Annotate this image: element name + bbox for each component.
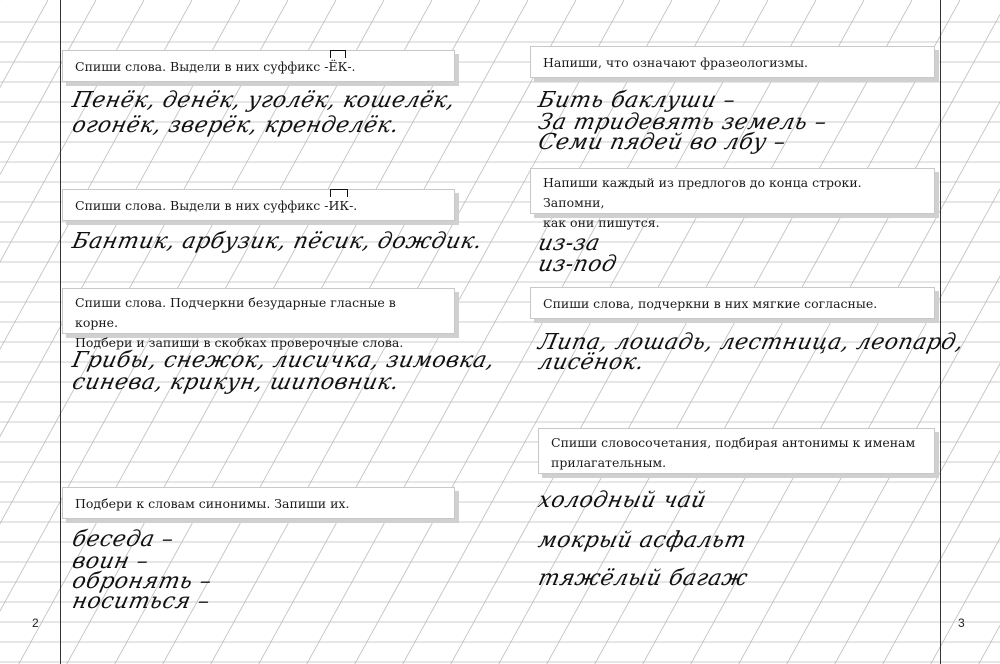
suffix-marker: ЁК xyxy=(329,57,348,77)
handwritten-line: носиться – xyxy=(70,589,213,614)
handwritten-line: лисёнок. xyxy=(536,350,647,375)
instruction-text: Подбери к словам синонимы. Запиши их. xyxy=(75,496,350,511)
handwritten-line: За тридевять земель – xyxy=(536,110,830,135)
instruction-end: -. xyxy=(347,59,356,74)
instruction-line: Спиши слова. Подчеркни безударные гласные в корне. xyxy=(75,295,396,330)
task-instruction-idioms xyxy=(530,46,935,78)
task-instruction-prepositions xyxy=(530,168,935,230)
instruction-text: Спиши слова. Выдели в них суффикс - xyxy=(75,198,329,213)
left-margin-line xyxy=(60,0,61,664)
page-number: 3 xyxy=(958,616,965,630)
handwritten-line: Грибы, снежок, лисичка, зимовка, xyxy=(70,348,497,373)
handwritten-line: мокрый асфальт xyxy=(536,528,749,553)
task-instruction-suffix-ik xyxy=(62,189,455,221)
instruction-line: Напиши каждый из предлогов до конца строки. Запомни, xyxy=(543,175,862,210)
slant-line xyxy=(979,0,1000,664)
handwritten-line: холодный чай xyxy=(536,488,709,513)
instruction-text: Напиши, что означают фразеологизмы. xyxy=(543,55,808,70)
handwritten-line: Липа, лошадь, лестница, леопард, xyxy=(536,330,967,355)
handwritten-line: Пенёк, денёк, уголёк, кошелёк, xyxy=(70,88,458,113)
handwritten-line: Семи пядей во лбу – xyxy=(536,130,789,155)
page-number: 2 xyxy=(32,616,39,630)
handwritten-line: Бить баклуши – xyxy=(536,88,738,113)
instruction-line: прилагательным. xyxy=(551,455,667,470)
handwritten-line: Бантик, арбузик, пёсик, дождик. xyxy=(70,229,485,254)
suffix-marker: ИК xyxy=(329,196,350,216)
task-instruction-unstressed-vowels xyxy=(62,288,455,350)
handwritten-line: огонёк, зверёк, кренделёк. xyxy=(70,113,402,138)
task-instruction-synonyms xyxy=(62,487,455,519)
handwritten-line: тяжёлый багаж xyxy=(536,566,751,591)
handwritten-line: воин – xyxy=(70,549,152,574)
handwritten-line: синева, крикун, шиповник. xyxy=(70,370,402,395)
task-instruction-antonyms xyxy=(538,428,935,474)
task-instruction-soft-consonants xyxy=(530,287,935,319)
instruction-end: -. xyxy=(349,198,358,213)
instruction-text: Спиши слова. Выдели в них суффикс - xyxy=(75,59,329,74)
instruction-line: Подбери и запиши в скобках проверочные слова. xyxy=(75,335,404,350)
task-instruction-suffix-ek xyxy=(62,50,455,82)
handwritten-line: из-за xyxy=(536,231,603,256)
handwritten-line: беседа – xyxy=(70,527,177,552)
handwritten-line: из-под xyxy=(536,252,620,277)
instruction-line: как они пишутся. xyxy=(543,215,660,230)
instruction-line: Спиши словосочетания, подбирая антонимы к именам xyxy=(551,435,916,450)
handwritten-line: обронять – xyxy=(70,569,215,594)
instruction-text: Спиши слова, подчеркни в них мягкие согласные. xyxy=(543,296,878,311)
